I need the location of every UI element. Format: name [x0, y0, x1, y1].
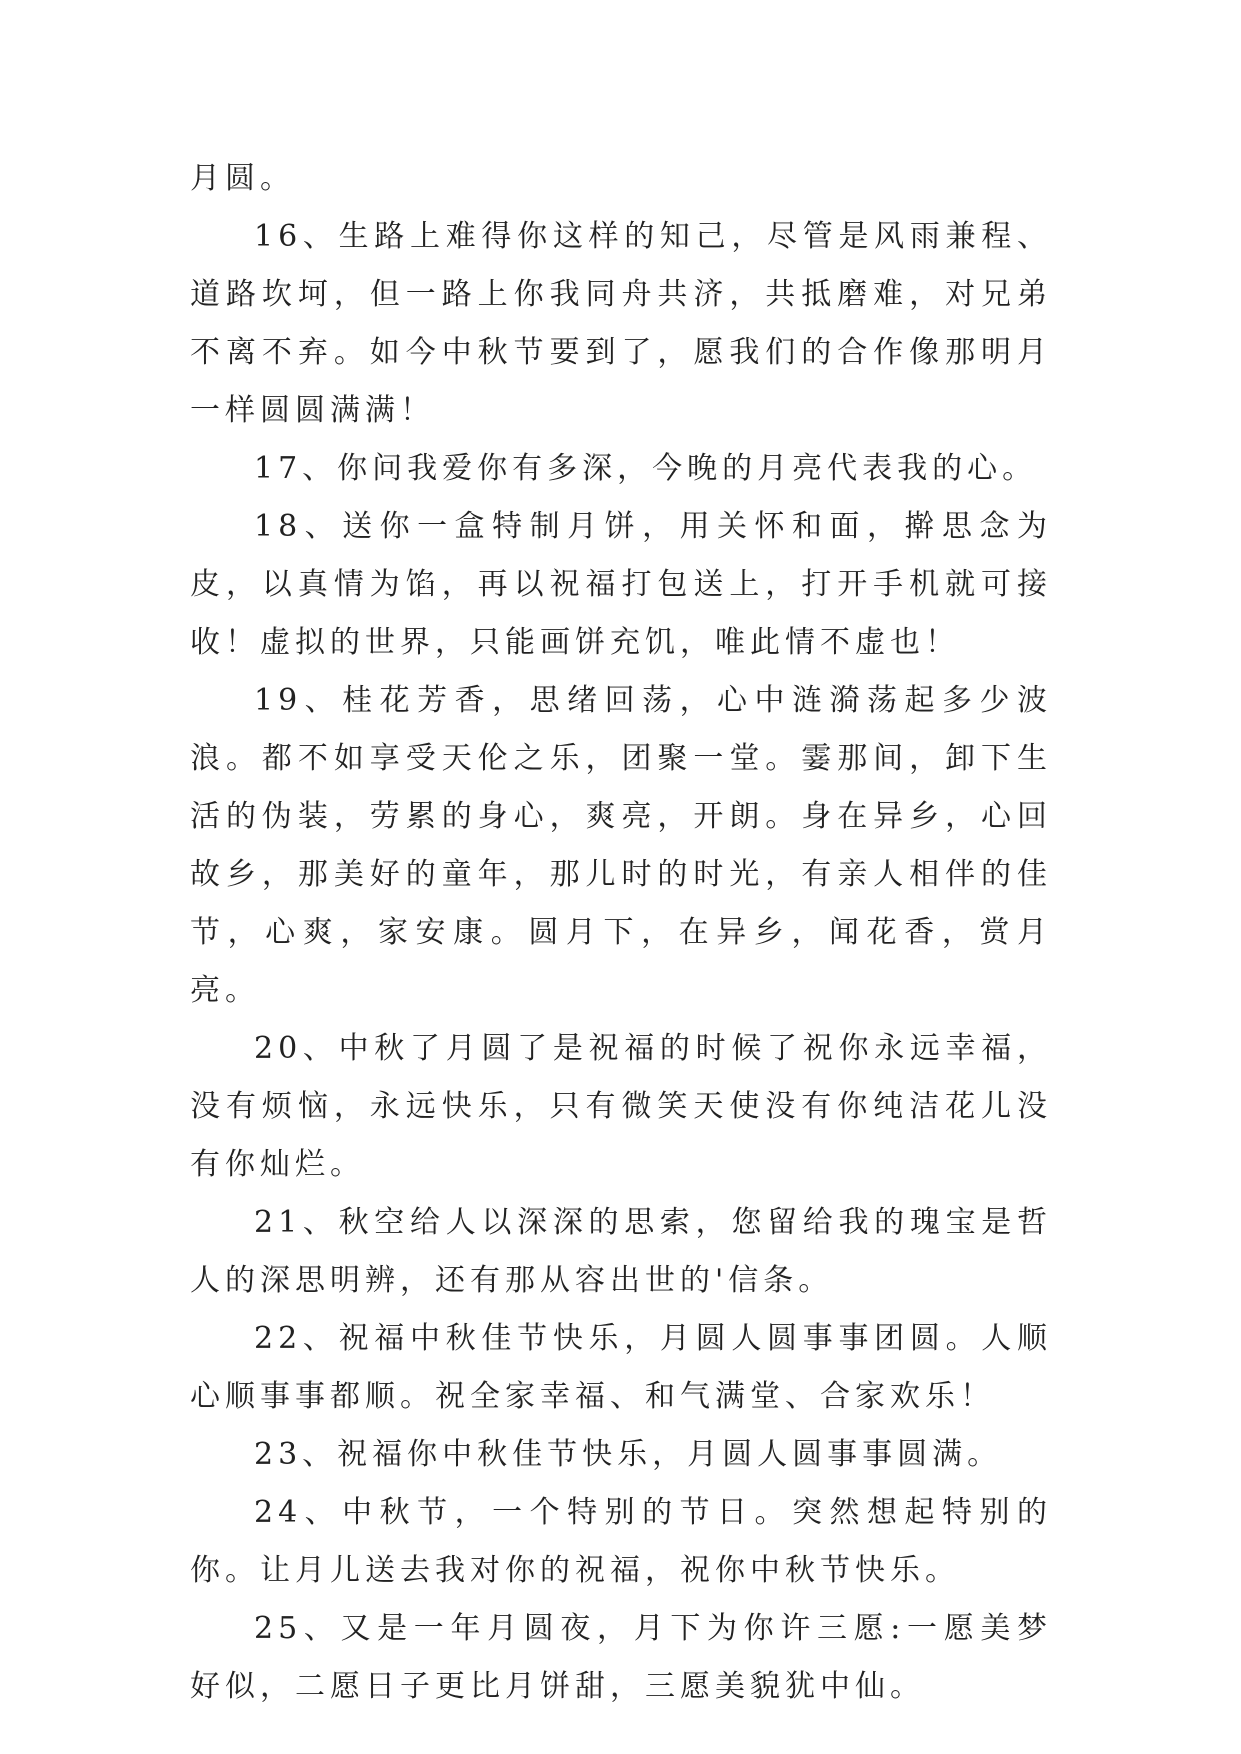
paragraph-continuation: 月圆。 [190, 161, 295, 196]
paragraph-16: 16、生路上难得你这样的知己，尽管是风雨兼程、道路坎坷，但一路上你我同舟共济，共抵磨难，对兄弟不离不弃。如今中秋节要到了，愿我们的合作像那明月一样圆圆满满！ [190, 219, 1052, 428]
paragraph-24: 24、中秋节，一个特别的节日。突然想起特别的你。让月儿送去我对你的祝福，祝你中秋节快乐。 [190, 1495, 1052, 1588]
paragraph-21: 21、秋空给人以深深的思索，您留给我的瑰宝是哲人的深思明辨，还有那从容出世的'信条。 [190, 1205, 1052, 1298]
paragraph-18: 18、送你一盒特制月饼，用关怀和面，擀思念为皮，以真情为馅，再以祝福打包送上，打开手机就可接收！虚拟的世界，只能画饼充饥，唯此情不虚也！ [190, 509, 1052, 660]
document-body [190, 150, 1052, 1716]
paragraph-22: 22、祝福中秋佳节快乐，月圆人圆事事团圆。人顺心顺事事都顺。祝全家幸福、和气满堂、合家欢乐！ [190, 1321, 1052, 1414]
paragraph-25: 25、又是一年月圆夜，月下为你许三愿:一愿美梦好似，二愿日子更比月饼甜，三愿美貌犹中仙。 [190, 1611, 1052, 1704]
paragraph-17: 17、你问我爱你有多深，今晚的月亮代表我的心。 [254, 451, 1038, 486]
paragraph-23: 23、祝福你中秋佳节快乐，月圆人圆事事圆满。 [254, 1437, 1003, 1472]
paragraph-19: 19、桂花芳香，思绪回荡，心中涟漪荡起多少波浪。都不如享受天伦之乐，团聚一堂。霎那间，卸下生活的伪装，劳累的身心，爽亮，开朗。身在异乡，心回故乡，那美好的童年，那儿时的时光，有亲人相伴的佳节，心爽，家安康。圆月下，在异乡，闻花香，赏月亮。 [190, 683, 1052, 1008]
paragraph-20: 20、中秋了月圆了是祝福的时候了祝你永远幸福，没有烦恼，永远快乐，只有微笑天使没有你纯洁花儿没有你灿烂。 [190, 1031, 1052, 1182]
